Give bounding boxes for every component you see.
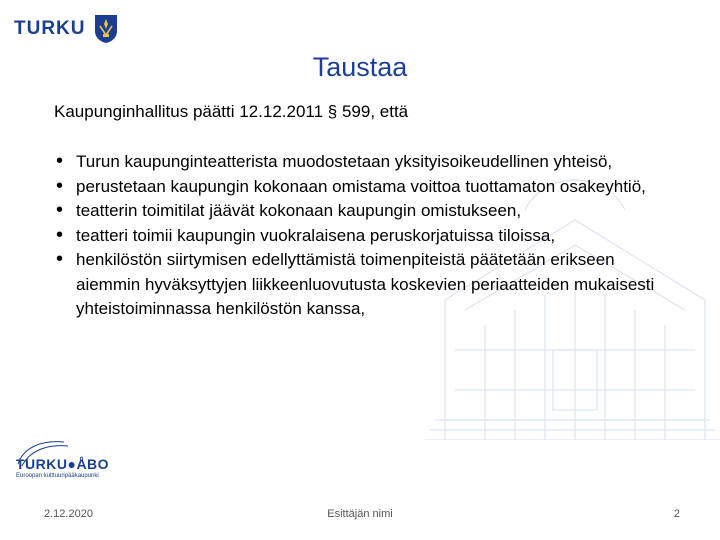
slide-title: Taustaa [312,52,408,82]
footer-date: 2.12.2020 [44,508,93,520]
slide-subtitle: Kaupunginhallitus päätti 12.12.2011 § 599, että [54,102,409,121]
turku-logo [14,14,118,44]
turku-crest-icon [94,14,118,44]
bullet-list [56,150,656,322]
list-item: • teatterin toimitilat jäävät kokonaan kaupungin omistukseen, [56,199,656,224]
logo-text: TURKU [14,18,86,39]
culture-logo-text: TURKU●ÅBO [16,456,110,472]
list-item: • teatteri toimii kaupungin vuokralaisena peruskorjatuissa tiloissa, [56,224,656,249]
list-item: • henkilöstön siirtymisen edellyttämistä toimenpiteistä päätetään erikseen aiemmin hyväksyttyjen liikkeenluovutusta koskevien periaatteiden mukaisesti yhteistoiminnassa henkilöstön kanssa, [56,248,656,322]
page-number: 2 [673,508,680,520]
culture-capital-logo [14,438,134,488]
culture-logo-subtext: Euroopan kulttuuripääkaupunki [16,473,99,479]
list-item: • perustetaan kaupungin kokonaan omistama voittoa tuottamaton osakeyhtiö, [56,175,656,200]
footer-presenter: Esittäjän nimi [327,508,393,520]
list-item: • Turun kaupunginteatterista muodostetaan yksityisoikeudellinen yhteisö, [56,150,656,175]
